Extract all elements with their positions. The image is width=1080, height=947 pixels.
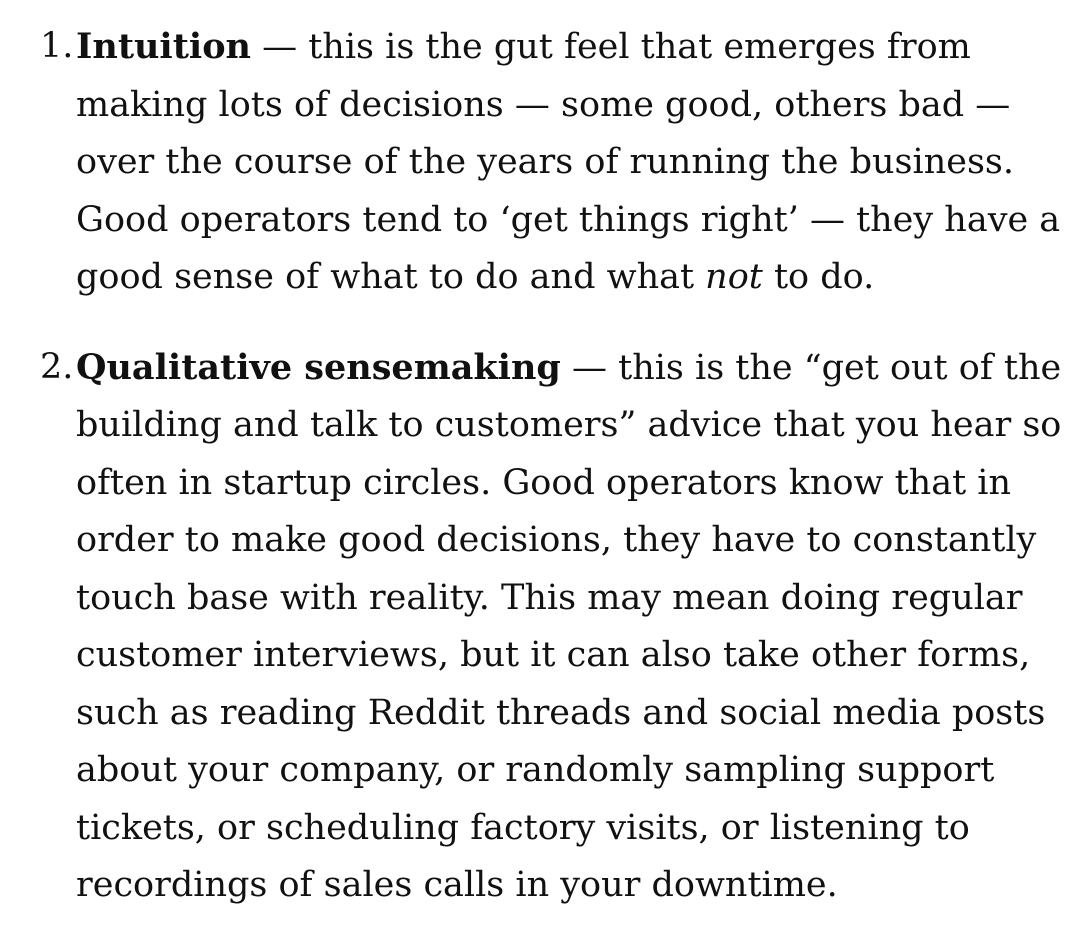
list-item-text: — this is the “get out of the building and talk to customers” advice that you hear so often in startup circles. Good operators know that in order to make good decisions, they have to constantly touch base with reality. This may mean doing regular customer interviews, but it can also take other forms, such as reading Reddit threads and social media posts about your company, or randomly sampling support tickets, or scheduling factory visits, or listening to recordings of sales calls in your downtime. (76, 347, 1062, 905)
numbered-list (0, 18, 1080, 915)
list-item-term: Qualitative sensemaking (76, 346, 561, 388)
list-item-number: 2. (40, 346, 74, 387)
list-item-term: Intuition (76, 26, 251, 67)
list-item-number: 1. (40, 26, 74, 66)
list-item (0, 18, 1080, 307)
list-item-emphasis: not (705, 257, 763, 297)
list-item-text-end: to do. (762, 257, 875, 297)
article-body (0, 18, 1080, 947)
list-item (0, 339, 1080, 915)
list-item-text: — this is the gut feel that emerges from making lots of decisions — some good, others bad — over the course of the years of running the business. Good operators tend to ‘get things right’ — they have a good sense of what to do and what (76, 27, 1061, 297)
